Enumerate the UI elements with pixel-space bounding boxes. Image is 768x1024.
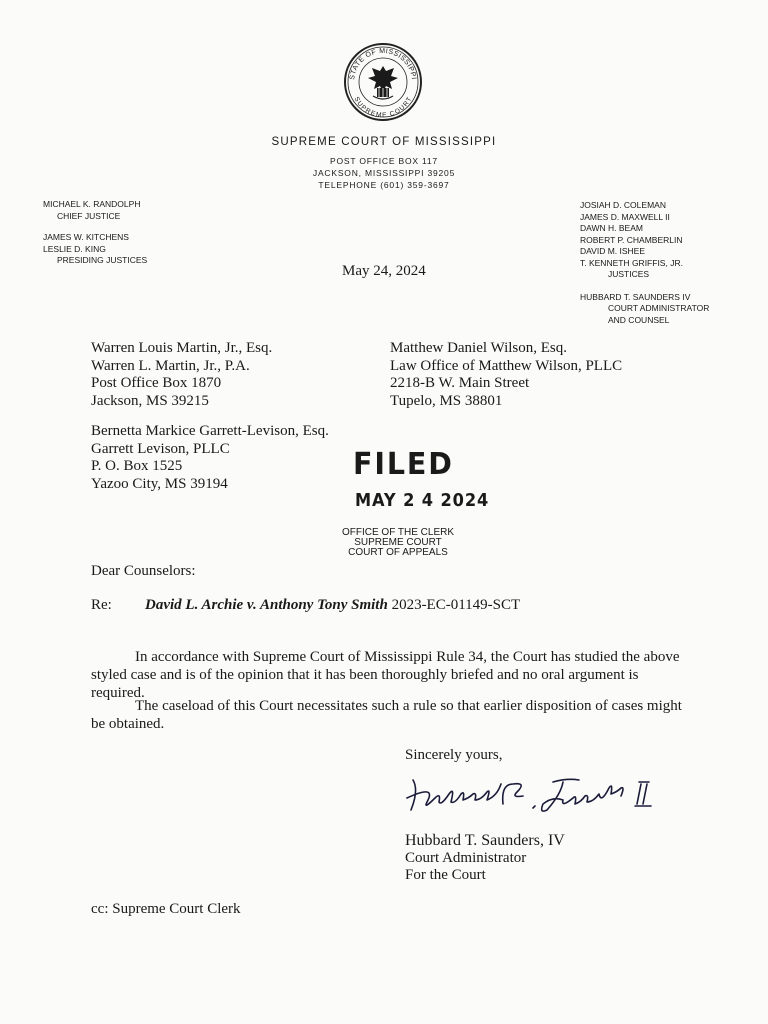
chief-justice-title: CHIEF JUSTICE	[57, 210, 121, 221]
addressee-martin	[91, 340, 272, 410]
presiding-justice-name: LESLIE D. KING	[43, 243, 106, 254]
case-number: 2023-EC-01149-SCT	[387, 597, 521, 613]
administrator-title: COURT ADMINISTRATOR	[608, 303, 710, 313]
cc-line: cc: Supreme Court Clerk	[91, 901, 241, 917]
paragraph-text: The caseload of this Court necessitates such a rule so that earlier disposition of cases might be obtained.	[91, 698, 682, 732]
address-line: Jackson, MS 39215	[91, 392, 209, 409]
paragraph-text: In accordance with Supreme Court of Mississippi Rule 34, the Court has studied the above styled case and is of the opinion that it has been thoroughly briefed and no oral argument is required.	[91, 649, 680, 701]
address-line: Warren L. Martin, Jr., P.A.	[91, 357, 250, 374]
justice-name: ROBERT P. CHAMBERLIN	[580, 234, 683, 245]
signer-name: Hubbard T. Saunders, IV	[405, 832, 565, 849]
address-line: Bernetta Markice Garrett-Levison, Esq.	[91, 423, 329, 439]
addressee-wilson	[390, 340, 622, 410]
re-label: Re:	[91, 597, 112, 613]
court-seal-icon	[343, 42, 423, 122]
seal-text-bottom: SUPREME COURT	[352, 95, 414, 120]
stamp-line: OFFICE OF THE CLERK	[341, 527, 455, 538]
signer-for: For the Court	[405, 867, 486, 883]
address-line: Matthew Daniel Wilson, Esq.	[390, 340, 568, 356]
addressee-garrett	[91, 423, 329, 493]
seal-text-top: STATE OF MISSISSIPPI	[349, 47, 417, 81]
justice-name: DAVID M. ISHEE	[580, 246, 646, 256]
administrator-title: AND COUNSEL	[608, 314, 670, 325]
address-line: JACKSON, MISSISSIPPI 39205	[312, 168, 456, 178]
closing: Sincerely yours,	[405, 747, 503, 763]
signer-title: Court Administrator	[405, 849, 527, 866]
letter-date: May 24, 2024	[342, 263, 426, 279]
justice-name: JOSIAH D. COLEMAN	[580, 200, 666, 210]
administrator-name: HUBBARD T. SAUNDERS IV	[580, 291, 691, 302]
justices-title: JUSTICES	[608, 269, 650, 279]
address-line: POST OFFICE BOX 117	[330, 156, 438, 166]
left-roster	[43, 199, 243, 267]
body-paragraph	[91, 648, 691, 702]
justice-name: T. KENNETH GRIFFIS, JR.	[580, 257, 683, 268]
address-line: TELEPHONE (601) 359-3697	[318, 180, 450, 190]
filed-stamp-office	[318, 528, 478, 558]
presiding-justice-name: JAMES W. KITCHENS	[43, 232, 129, 242]
presiding-justices-title: PRESIDING JUSTICES	[57, 255, 148, 265]
address-line: Post Office Box 1870	[91, 375, 222, 391]
address-line: Warren Louis Martin, Jr., Esq.	[91, 340, 273, 356]
court-address	[0, 155, 768, 191]
justice-name: JAMES D. MAXWELL II	[580, 211, 670, 222]
right-roster	[580, 200, 760, 326]
chief-justice-name: MICHAEL K. RANDOLPH	[43, 199, 141, 209]
address-line: Law Office of Matthew Wilson, PLLC	[390, 357, 623, 374]
filed-stamp-date: MAY 2 4 2024	[355, 490, 490, 511]
court-name: SUPREME COURT OF MISSISSIPPI	[271, 136, 497, 148]
case-name: David L. Archie v. Anthony Tony Smith	[145, 597, 388, 613]
address-line: Garrett Levison, PLLC	[91, 440, 230, 457]
justice-name: DAWN H. BEAM	[580, 223, 643, 233]
address-line: 2218-B W. Main Street	[390, 375, 530, 391]
body-paragraph	[91, 697, 691, 733]
re-line	[145, 597, 520, 614]
address-line: Yazoo City, MS 39194	[91, 475, 228, 492]
stamp-line: SUPREME COURT	[354, 537, 442, 548]
filed-stamp-word: FILED	[353, 447, 454, 482]
address-line: Tupelo, MS 38801	[390, 392, 503, 409]
signature-block	[405, 832, 565, 885]
stamp-line: COURT OF APPEALS	[348, 547, 448, 558]
address-line: P. O. Box 1525	[91, 458, 183, 474]
handwritten-signature	[403, 768, 668, 816]
salutation: Dear Counselors:	[91, 563, 196, 579]
